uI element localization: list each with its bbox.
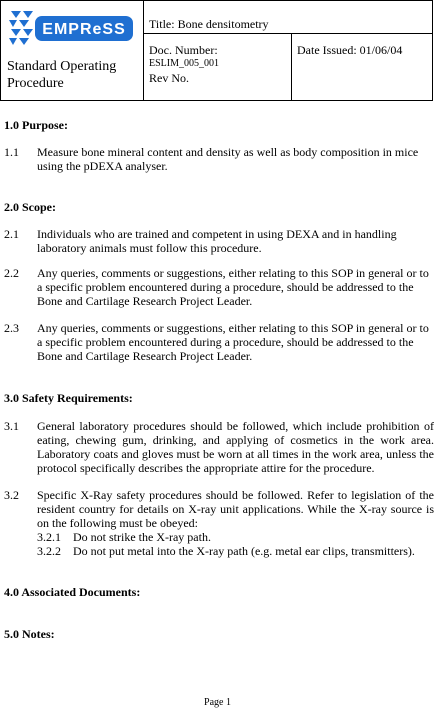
- item-number: 1.1: [4, 145, 19, 159]
- sub-item-text: Do not put metal into the X-ray path (e.g. metal ear clips, transmitters).: [73, 544, 415, 558]
- procedure-type: [7, 58, 116, 92]
- doc-number-cell: [144, 34, 292, 100]
- empress-logo: [5, 7, 137, 49]
- sub-item-number: 3.2.2: [37, 544, 61, 558]
- procedure-line-2: Procedure: [7, 76, 64, 91]
- item-number: 3.1: [4, 419, 19, 433]
- document-header: [0, 0, 433, 101]
- section-heading-purpose: 1.0 Purpose:: [4, 118, 68, 132]
- rev-label: Rev No.: [149, 71, 189, 85]
- date-issued: Date Issued: 01/06/04: [297, 43, 403, 57]
- section-heading-safety: 3.0 Safety Requirements:: [4, 391, 133, 405]
- doc-number: ESLIM_005_001: [149, 58, 219, 69]
- procedure-line-1: Standard Operating: [7, 59, 117, 74]
- doc-number-label: Doc. Number:: [149, 43, 218, 57]
- sub-item-number: 3.2.1: [37, 530, 61, 544]
- sub-item-text: Do not strike the X-ray path.: [73, 530, 211, 544]
- logo-text: EMPReSS: [42, 21, 126, 38]
- item-text-line: Bone and Cartilage Research Project Leader.: [37, 349, 253, 363]
- item-text: General laboratory procedures should be followed, which include prohibition of eating, chewing gum, drinking, and applying of cosmetics in the work area. Laboratory coats and gloves must be worn at all times in the work area, unless the protocol specifically describes the appropriate attire for the procedure.: [37, 419, 434, 475]
- item-number: 2.2: [4, 266, 19, 280]
- item-number: 3.2: [4, 488, 19, 502]
- section-heading-associated-documents: 4.0 Associated Documents:: [4, 585, 141, 599]
- item-number: 2.1: [4, 227, 19, 241]
- logo-cell: [1, 1, 144, 100]
- section-heading-notes: 5.0 Notes:: [4, 627, 55, 641]
- item-text-line: Individuals who are trained and competent in using DEXA and in handling: [37, 227, 397, 241]
- document-title: Title: Bone densitometry: [144, 1, 432, 34]
- sub-list-item: [37, 530, 211, 544]
- item-text-line: Bone and Cartilage Research Project Leader.: [37, 294, 253, 308]
- item-text-line: Any queries, comments or suggestions, either relating to this SOP in general or to: [37, 266, 429, 280]
- item-text-line: a specific problem encountered during a procedure, should be addressed to the: [37, 335, 414, 349]
- sub-list-item: [37, 544, 415, 558]
- section-heading-scope: 2.0 Scope:: [4, 200, 56, 214]
- item-text-line: a specific problem encountered during a procedure, should be addressed to the: [37, 280, 414, 294]
- item-text-line: Measure bone mineral content and density as well as body composition in mice: [37, 145, 419, 159]
- page-number: Page 1: [204, 697, 231, 708]
- item-number: 2.3: [4, 321, 19, 335]
- item-text-line: laboratory animals must follow this procedure.: [37, 241, 262, 255]
- item-text-line: Any queries, comments or suggestions, either relating to this SOP in general or to: [37, 321, 429, 335]
- item-text-line: using the pDEXA analyser.: [37, 159, 168, 173]
- item-text: Specific X-Ray safety procedures should be followed. Refer to legislation of the resident country for details on X-ray unit applications. While the X-ray source is on the following must be obeyed:: [37, 488, 434, 530]
